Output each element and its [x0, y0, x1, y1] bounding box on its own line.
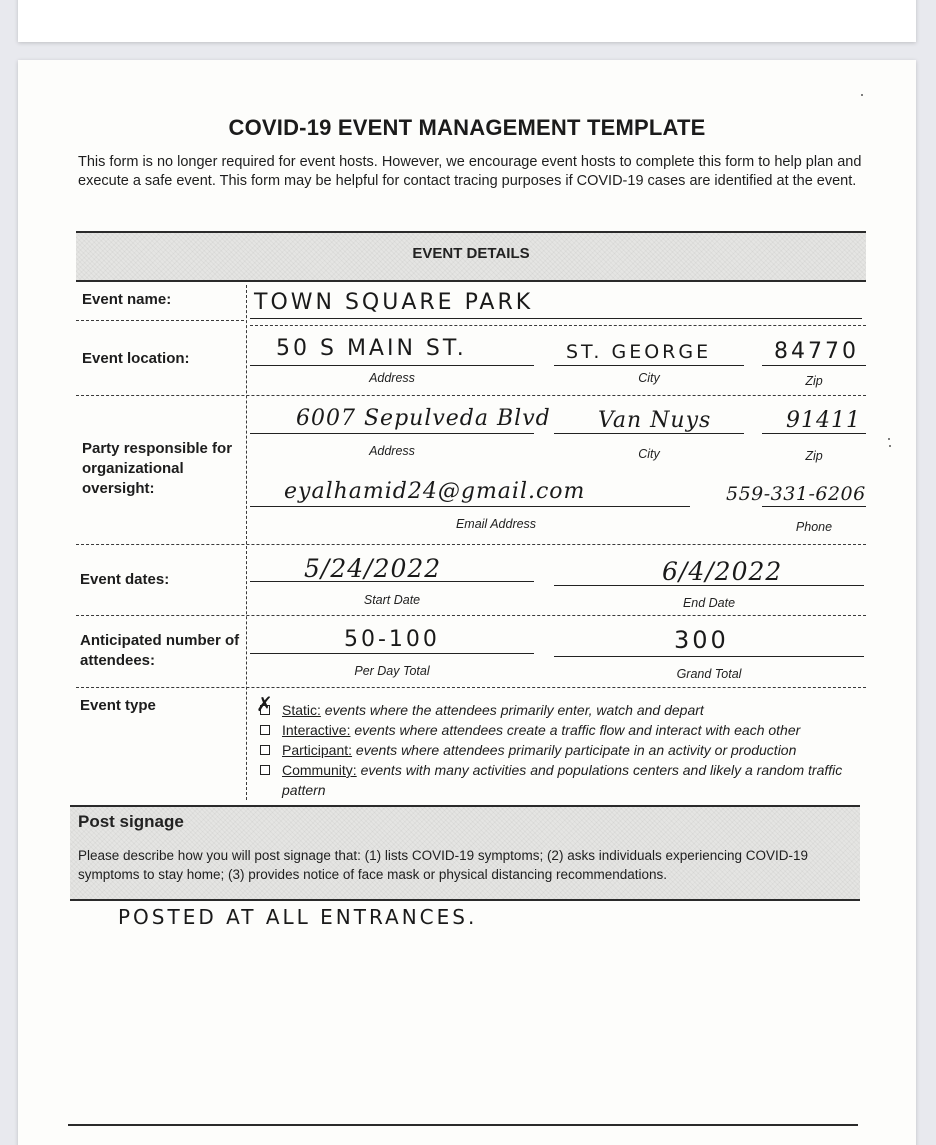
- party-address-caption: Address: [369, 444, 415, 458]
- static-desc: events where the attendees primarily enter, watch and depart: [320, 702, 704, 718]
- community-option-text: [282, 760, 858, 800]
- row-divider-1: [76, 320, 244, 321]
- event-location-label: Event location:: [82, 350, 190, 367]
- community-checkbox[interactable]: [260, 765, 270, 775]
- end-date-caption: End Date: [682, 596, 736, 610]
- column-divider: [246, 285, 247, 800]
- attendees-label: Anticipated number of attendees:: [80, 632, 240, 669]
- party-email-line: [250, 506, 690, 507]
- responsible-zip: 91411: [786, 408, 861, 433]
- row-divider-1b: [250, 325, 866, 326]
- party-address-line: [250, 433, 534, 434]
- event-type-label: Event type: [80, 697, 156, 714]
- static-term: Static:: [282, 702, 321, 718]
- event-type-option-participant[interactable]: [258, 740, 858, 760]
- grand-total-caption: Grand Total: [676, 667, 742, 681]
- event-type-option-interactive[interactable]: [258, 720, 858, 740]
- static-option-text: [282, 700, 704, 720]
- event-end-date: 6/4/2022: [662, 557, 783, 586]
- event-location-zip: 84770: [774, 339, 859, 364]
- party-city-line: [554, 433, 744, 434]
- location-city-caption: City: [638, 371, 660, 385]
- answer-box-bottom-rule: [68, 1124, 858, 1126]
- party-phone-caption: Phone: [795, 520, 833, 534]
- band-bottom-rule: [76, 280, 866, 282]
- scan-speck: [889, 445, 891, 447]
- responsible-party-label: Party responsible for organizational oversight:: [82, 440, 233, 497]
- event-name-value: TOWN SQUARE PARK: [254, 290, 534, 315]
- interactive-checkbox[interactable]: [260, 725, 270, 735]
- event-type-option-community[interactable]: [258, 760, 858, 800]
- post-signage-answer: POSTED AT ALL ENTRANCES.: [118, 905, 478, 929]
- form-page: [18, 60, 916, 1145]
- responsible-email: eyalhamid24@gmail.com: [284, 479, 586, 504]
- scan-speck: [888, 438, 890, 440]
- interactive-desc: events where attendees create a traffic flow and interact with each other: [350, 722, 801, 738]
- static-checkbox[interactable]: [256, 692, 273, 716]
- row-divider-2: [76, 395, 866, 396]
- event-details-heading: EVENT DETAILS: [412, 245, 530, 262]
- responsible-city: Van Nuys: [598, 408, 712, 433]
- event-name-label: Event name:: [82, 291, 172, 308]
- event-type-options: [256, 692, 858, 800]
- participant-checkbox[interactable]: [260, 745, 270, 755]
- signage-bottom-rule: [70, 899, 860, 901]
- event-dates-label: Event dates:: [80, 571, 170, 588]
- start-date-line: [250, 581, 534, 582]
- post-signage-title: Post signage: [78, 812, 184, 831]
- party-zip-line: [762, 433, 866, 434]
- event-location-city: ST. GEORGE: [566, 341, 712, 363]
- event-name-underline: [250, 318, 862, 319]
- attendees-grand-total: 300: [674, 626, 729, 654]
- location-zip-line: [762, 365, 866, 366]
- participant-term: Participant:: [282, 742, 353, 758]
- interactive-option-text: [282, 720, 800, 740]
- previous-page-edge: [18, 0, 916, 42]
- check-mark-icon: ✗: [256, 692, 273, 716]
- location-address-caption: Address: [369, 371, 415, 385]
- location-city-line: [554, 365, 744, 366]
- form-intro: This form is no longer required for event hosts. However, we encourage event hosts to complete this form to help plan and execute a safe event. This form may be helpful for contact tracing purposes if COVID-19 cases are identified at the event.: [78, 154, 862, 189]
- community-term: Community:: [282, 762, 357, 778]
- participant-desc: events where attendees primarily participate in an activity or production: [352, 742, 797, 758]
- grand-total-line: [554, 656, 864, 657]
- event-type-option-static[interactable]: [256, 692, 858, 720]
- interactive-term: Interactive:: [282, 722, 351, 738]
- per-day-line: [250, 653, 534, 654]
- event-start-date: 5/24/2022: [304, 554, 442, 583]
- attendees-per-day: 50-100: [344, 627, 440, 652]
- location-zip-caption: Zip: [805, 374, 823, 388]
- row-divider-4: [76, 615, 866, 616]
- scan-speck: [861, 94, 863, 96]
- party-phone-line: [762, 506, 866, 507]
- location-address-line: [250, 365, 534, 366]
- per-day-caption: Per Day Total: [354, 664, 430, 678]
- row-divider-3: [76, 544, 866, 545]
- party-city-caption: City: [638, 447, 660, 461]
- start-date-caption: Start Date: [363, 593, 421, 607]
- post-signage-description: Please describe how you will post signage that: (1) lists COVID-19 symptoms; (2) asks individuals experiencing COVID-19 symptoms to stay home; (3) provides notice of face mask or physical distancing recommendations.: [78, 848, 809, 882]
- participant-option-text: [282, 740, 796, 760]
- party-email-caption: Email Address: [455, 517, 537, 531]
- responsible-phone: 559-331-6206: [726, 483, 866, 505]
- end-date-line: [554, 585, 864, 586]
- form-title: COVID-19 EVENT MANAGEMENT TEMPLATE: [228, 115, 706, 140]
- community-desc: events with many activities and populations centers and likely a random traffic pattern: [282, 762, 843, 798]
- party-zip-caption: Zip: [805, 449, 823, 463]
- responsible-address: 6007 Sepulveda Blvd: [296, 406, 551, 431]
- event-location-address: 50 S MAIN ST.: [276, 336, 467, 361]
- row-divider-5: [76, 687, 866, 688]
